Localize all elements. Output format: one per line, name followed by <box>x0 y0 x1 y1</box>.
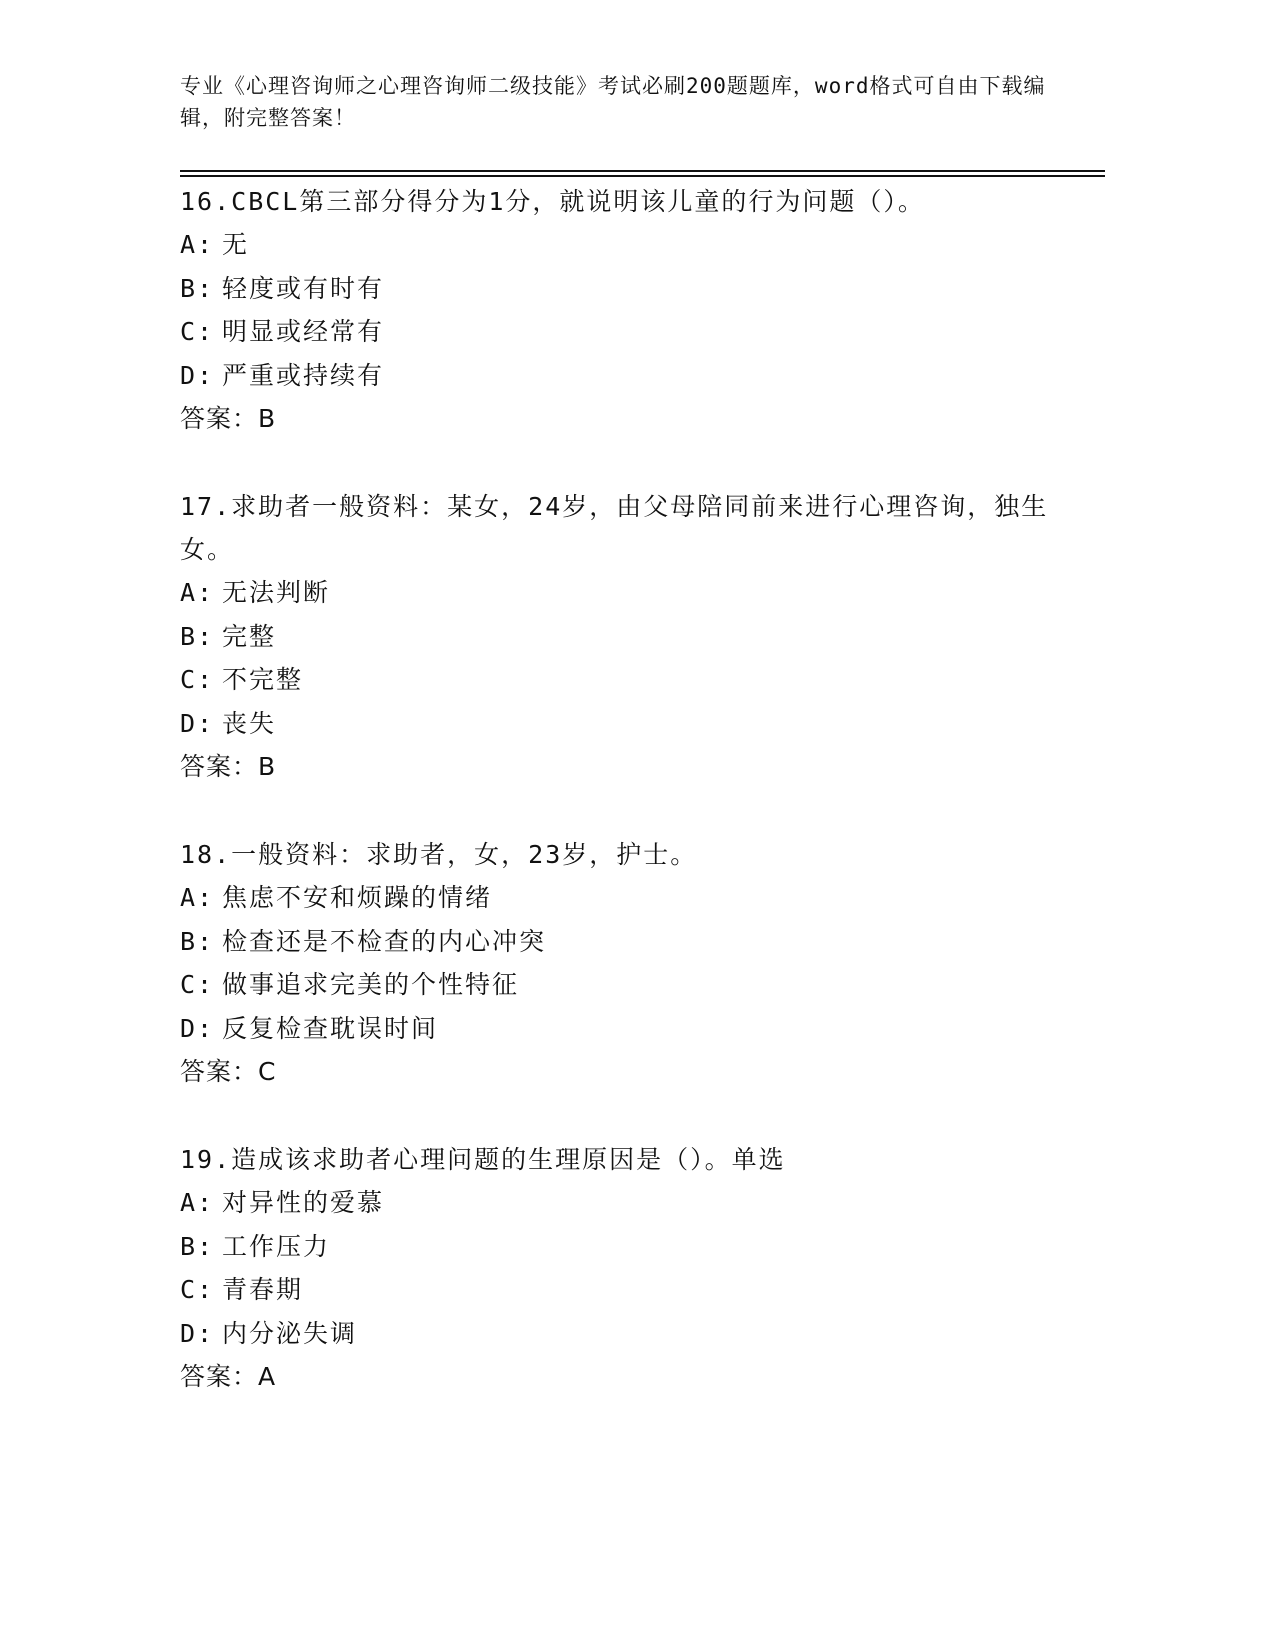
option-key: D: <box>180 708 215 738</box>
option-text: 内分泌失调 <box>222 1318 358 1348</box>
question-17 <box>180 485 1060 789</box>
option-text: 反复检查耽误时间 <box>222 1013 439 1043</box>
answer: 答案：A <box>180 1362 277 1391</box>
option-key: B: <box>180 273 215 303</box>
option-key: A: <box>180 578 215 607</box>
question-text: 18.一般资料：求助者，女，23岁，护士。 <box>180 840 698 869</box>
option-text: 丧失 <box>222 708 277 738</box>
option-text: 检查还是不检查的内心冲突 <box>222 926 547 956</box>
option-key: C: <box>180 970 215 999</box>
question-text: 19.造成该求助者心理问题的生理原因是（）。单选 <box>180 1145 786 1174</box>
option-b <box>180 1225 1060 1269</box>
option-b <box>180 920 1060 964</box>
option-key: C: <box>180 317 215 346</box>
option-text: 做事追求完美的个性特征 <box>222 970 520 999</box>
option-key: D: <box>180 1318 215 1348</box>
option-text: 轻度或有时有 <box>222 273 385 303</box>
option-text: 不完整 <box>222 665 304 694</box>
option-key: A: <box>180 230 215 259</box>
answer: 答案：B <box>180 404 277 433</box>
option-text: 明显或经常有 <box>222 317 385 346</box>
option-key: B: <box>180 926 215 956</box>
option-text: 严重或持续有 <box>222 360 385 390</box>
option-text: 无法判断 <box>222 578 331 607</box>
option-text: 工作压力 <box>222 1231 331 1261</box>
option-b <box>180 615 1060 659</box>
option-c <box>180 963 1060 1007</box>
option-key: B: <box>180 621 215 651</box>
option-key: C: <box>180 1275 215 1304</box>
question-text: 16.CBCL第三部分得分为1分，就说明该儿童的行为问题（）。 <box>180 187 925 216</box>
option-text: 无 <box>222 230 250 259</box>
option-key: A: <box>180 1188 215 1217</box>
option-d <box>180 1007 1060 1051</box>
option-d <box>180 702 1060 746</box>
option-b <box>180 267 1060 311</box>
header-divider-bottom <box>180 175 1105 177</box>
option-c <box>180 658 1060 702</box>
option-c <box>180 310 1060 354</box>
option-a <box>180 223 1060 267</box>
option-key: D: <box>180 1013 215 1043</box>
option-a <box>180 1181 1060 1225</box>
option-a <box>180 876 1060 920</box>
option-d <box>180 354 1060 398</box>
question-18 <box>180 833 1060 1094</box>
option-key: D: <box>180 360 215 390</box>
option-a <box>180 571 1060 615</box>
question-text: 17.求助者一般资料：某女，24岁，由父母陪同前来进行心理咨询，独生女。 <box>180 492 1049 564</box>
option-key: B: <box>180 1231 215 1261</box>
answer: 答案：B <box>180 752 277 781</box>
option-text: 完整 <box>222 621 277 651</box>
answer: 答案：C <box>180 1057 277 1086</box>
option-text: 对异性的爱慕 <box>222 1188 385 1217</box>
question-19 <box>180 1138 1060 1399</box>
option-key: C: <box>180 665 215 694</box>
header-divider-top <box>180 170 1105 172</box>
document-intro: 专业《心理咨询师之心理咨询师二级技能》考试必刷200题题库，word格式可自由下载编辑，附完整答案！ <box>180 74 1046 130</box>
option-key: A: <box>180 883 215 912</box>
option-c <box>180 1268 1060 1312</box>
option-text: 青春期 <box>222 1275 304 1304</box>
option-d <box>180 1312 1060 1356</box>
question-16 <box>180 180 1060 441</box>
option-text: 焦虑不安和烦躁的情绪 <box>222 883 493 912</box>
